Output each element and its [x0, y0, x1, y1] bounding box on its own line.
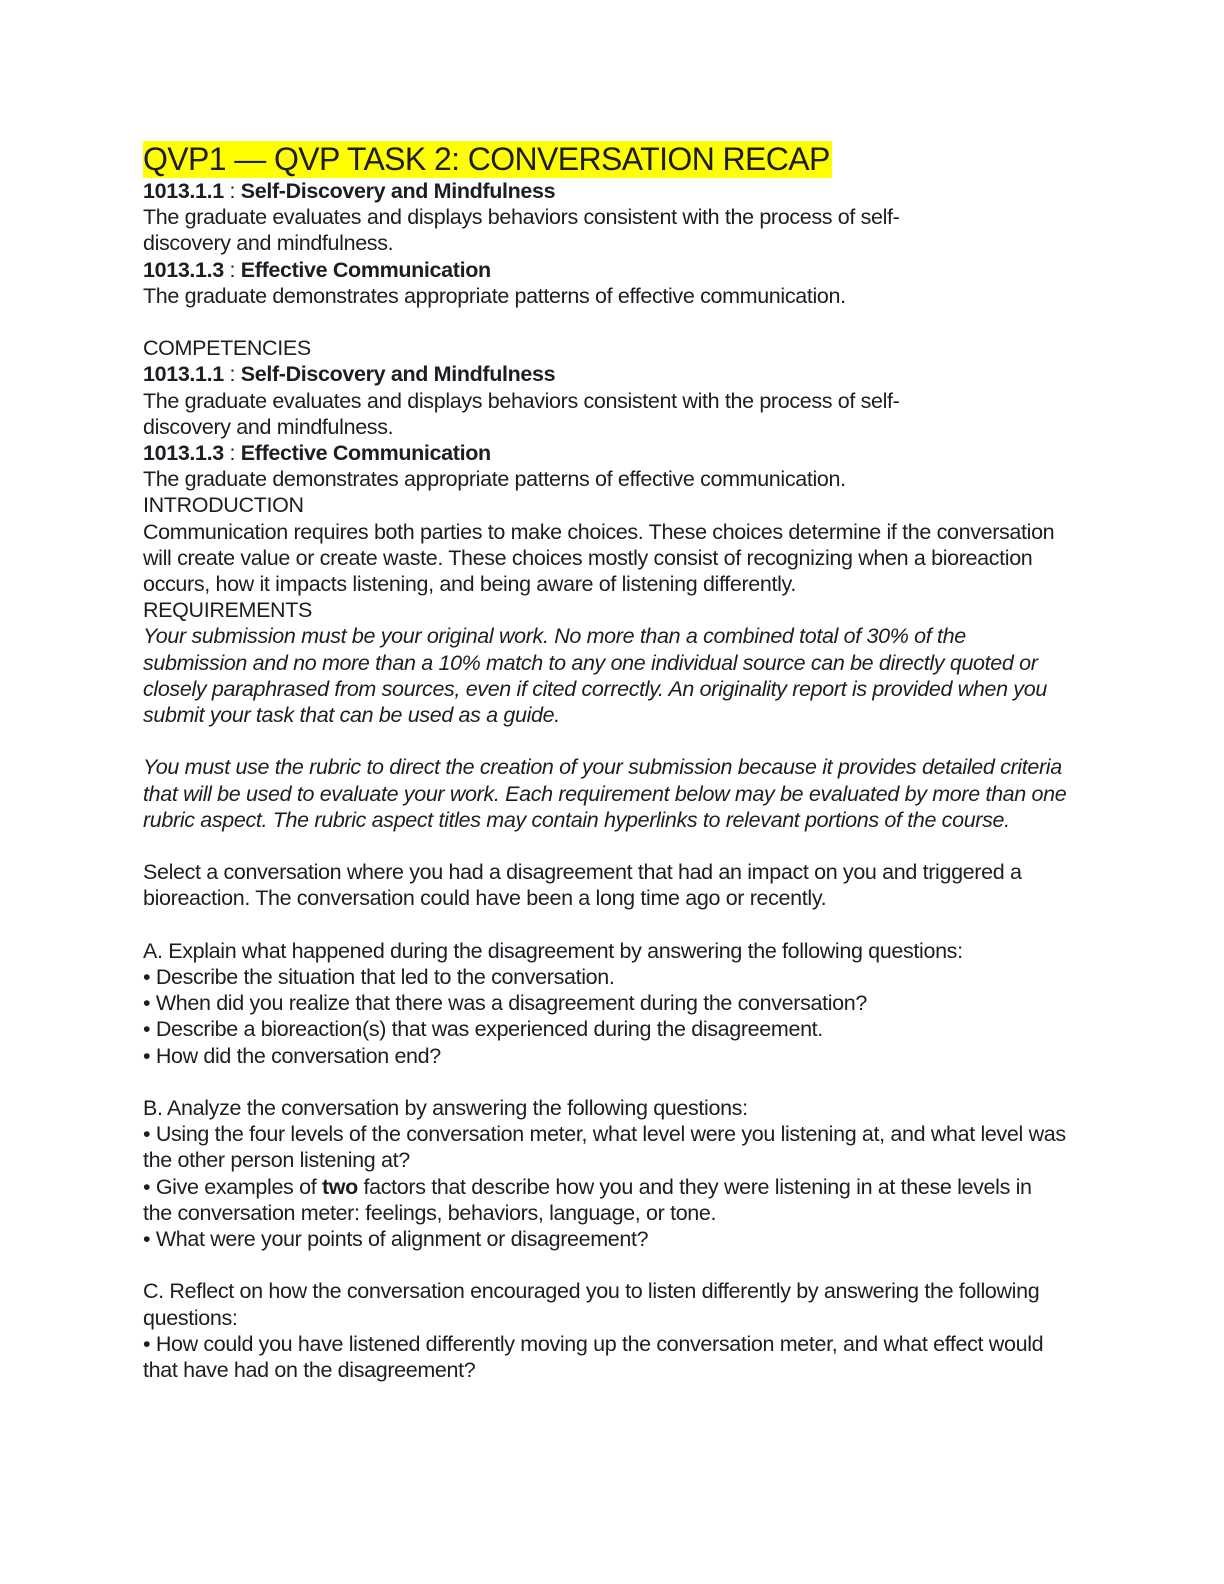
requirements-heading: REQUIREMENTS: [143, 598, 313, 623]
rubric-note: You must use the rubric to direct the creation of your submission because it provides detailed criteria that will be used to evaluate your work. Each requirement below may be evaluated by more than one rubric aspect. The rubric aspect titles may contain hyperlinks to relevant portions of the course.: [143, 755, 1067, 832]
section-a: [143, 938, 1083, 1069]
spacer: [143, 912, 1083, 938]
section-c-heading: C. Reflect on how the conversation encouraged you to listen differently by answering the following questions:: [143, 1279, 1040, 1330]
bullet-item: • When did you realize that there was a disagreement during the conversation?: [143, 990, 1083, 1016]
section-c: [143, 1278, 1083, 1383]
competency-name: Effective Communication: [240, 257, 491, 282]
section-c-bullets: [143, 1331, 1078, 1383]
competency-code: 1013.1.3: [143, 441, 224, 466]
bullet-item: [143, 1174, 1038, 1226]
originality-note: Your submission must be your original work. No more than a combined total of 30% of the submission and no more than a 10% match to any one individual source can be directly quoted or closely paraphrased from sources, even if cited correctly. An originality report is provided when you submit your task that can be used as a guide.: [143, 624, 1047, 728]
top-competency-block: [143, 178, 1083, 309]
competency-code: 1013.1.1: [143, 362, 224, 387]
competency-separator: :: [223, 441, 241, 466]
competency-name: Self-Discovery and Mindfulness: [240, 362, 556, 387]
bullet-item: • How could you have listened differently moving up the conversation meter, and what effect would that have had on the disagreement?: [143, 1331, 1078, 1383]
bullet-item: • Describe the situation that led to the conversation.: [143, 964, 1083, 990]
section-a-heading: A. Explain what happened during the disagreement by answering the following questions:: [143, 938, 963, 963]
bullet-item: • How did the conversation end?: [143, 1043, 1083, 1069]
competency-heading: [143, 178, 1083, 204]
competency-name: Self-Discovery and Mindfulness: [240, 179, 556, 203]
competency-description: The graduate demonstrates appropriate patterns of effective communication.: [143, 467, 846, 492]
spacer: [143, 833, 1083, 859]
competency-separator: :: [223, 179, 241, 203]
spacer: [143, 728, 1083, 754]
competencies-heading: COMPETENCIES: [143, 336, 311, 361]
competency-name: Effective Communication: [240, 441, 491, 466]
bullet-item: • Using the four levels of the conversation meter, what level were you listening at, and what level was the other person listening at?: [143, 1121, 1068, 1173]
bullet-item: • What were your points of alignment or disagreement?: [143, 1226, 1068, 1252]
emphasis-text: two: [321, 1174, 358, 1199]
spacer: [143, 309, 1083, 335]
competency-description: The graduate evaluates and displays behaviors consistent with the process of self-discovery and mindfulness.: [143, 388, 900, 439]
competency-description: The graduate demonstrates appropriate patterns of effective communication.: [143, 283, 846, 308]
competency-code: 1013.1.1: [143, 179, 224, 203]
section-b: [143, 1095, 1083, 1252]
select-conversation-instruction: Select a conversation where you had a disagreement that had an impact on you and triggered a bioreaction. The conversation could have been a long time ago or recently.: [143, 860, 1022, 911]
document-page: [143, 141, 1083, 1383]
section-b-heading: B. Analyze the conversation by answering the following questions:: [143, 1096, 748, 1121]
competency-separator: :: [223, 257, 241, 282]
competency-description: The graduate evaluates and displays behaviors consistent with the process of self-discovery and mindfulness.: [143, 205, 900, 256]
competency-heading: [143, 440, 1083, 466]
introduction-heading: INTRODUCTION: [143, 493, 304, 518]
bullet-item: • Describe a bioreaction(s) that was experienced during the disagreement.: [143, 1016, 1083, 1042]
competency-heading: [143, 361, 1083, 387]
competency-separator: :: [223, 362, 241, 387]
competencies-block: [143, 361, 1083, 492]
bullet-text: factors that describe how you and they were listening in at these levels in the conversation meter: feelings, behaviors, language, or tone.: [143, 1174, 1032, 1225]
section-b-bullets: [143, 1121, 1068, 1252]
bullet-text: Give examples of: [155, 1174, 322, 1199]
competency-heading: [143, 257, 1083, 283]
competency-code: 1013.1.3: [143, 257, 224, 282]
spacer: [143, 1069, 1083, 1095]
document-title: QVP1 — QVP TASK 2: CONVERSATION RECAP: [143, 141, 830, 177]
section-a-bullets: [143, 964, 1083, 1069]
spacer: [143, 1252, 1083, 1278]
introduction-text: Communication requires both parties to make choices. These choices determine if the conversation will create value or create waste. These choices mostly consist of recognizing when a bioreaction occurs, how it impacts listening, and being aware of listening differently.: [143, 519, 1055, 597]
